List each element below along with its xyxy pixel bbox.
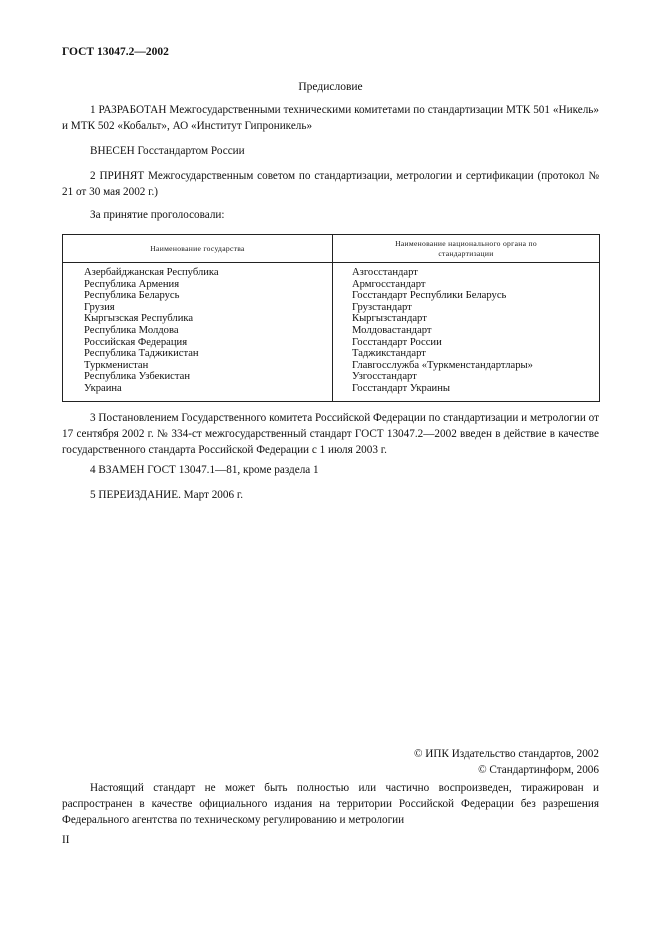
table-cell-state: Республика Молдова [84, 324, 179, 336]
table-cell-state: Российская Федерация [84, 336, 188, 348]
document-header: ГОСТ 13047.2—2002 [62, 46, 169, 58]
table-cell-body: Армгосстандарт [352, 278, 426, 290]
table-cell-body: Госстандарт Республики Беларусь [352, 290, 507, 302]
table-header-national-body-text: Наименование национального органа по стандартизации [395, 238, 537, 258]
table-cell-body: Таджикстандарт [352, 348, 426, 360]
table-cell-state: Украина [84, 382, 122, 394]
table-cell-body: Грузстандарт [352, 301, 412, 313]
paragraph-voted: За принятие проголосовали: [90, 209, 225, 221]
reproduction-notice: Настоящий стандарт не может быть полностью или частично воспроизведен, тиражирован и распространен в качестве официального издания на территории Российской Федерации без разрешения Федерального агентства по техническому регулированию и метрологии [62, 782, 599, 826]
table-cell-state: Республика Таджикистан [84, 348, 199, 360]
table-header-state: Наименование государства [150, 243, 245, 253]
paragraph-2-adopted: 2 ПРИНЯТ Межгосударственным советом по стандартизации, метрологии и сертификации (протокол № 21 от 30 мая 2002 г.) [62, 170, 599, 198]
table-cell-state: Грузия [84, 301, 115, 313]
copyright-publisher: © ИПК Издательство стандартов, 2002 [413, 748, 599, 760]
voting-table [62, 234, 600, 402]
copyright-standartinform: © Стандартинформ, 2006 [478, 764, 599, 776]
table-cell-state: Туркменистан [84, 359, 149, 371]
table-cell-state: Республика Беларусь [84, 290, 180, 302]
paragraph-5-reissue: 5 ПЕРЕИЗДАНИЕ. Март 2006 г. [90, 489, 243, 501]
table-column-bodies [352, 267, 533, 395]
paragraph-1-developed: 1 РАЗРАБОТАН Межгосударственными техническими комитетами по стандартизации МТК 501 «Никель» и МТК 502 «Кобальт», АО «Институт Гипроникель» [62, 104, 599, 132]
table-cell-body: Узгосстандарт [352, 371, 417, 383]
table-cell-body: Главгосслужба «Туркменстандартлары» [352, 359, 533, 371]
paragraph-introduced: ВНЕСЕН Госстандартом России [90, 145, 245, 157]
table-cell-body: Госстандарт Украины [352, 382, 450, 394]
table-cell-body: Госстандарт России [352, 336, 442, 348]
table-cell-body: Кыргызстандарт [352, 313, 427, 325]
page-number: II [62, 834, 70, 846]
table-cell-state: Республика Узбекистан [84, 371, 191, 383]
preface-title: Предисловие [298, 81, 363, 93]
paragraph-4-replaces: 4 ВЗАМЕН ГОСТ 13047.1—81, кроме раздела 1 [90, 464, 319, 476]
table-cell-state: Кыргызская Республика [84, 313, 194, 325]
table-header-national-body [333, 235, 599, 262]
table-cell-body: Азгосстандарт [352, 267, 418, 278]
table-cell-body: Молдовастандарт [352, 324, 432, 336]
table-header-divider [63, 262, 599, 263]
table-cell-state: Азербайджанская Республика [84, 267, 219, 278]
table-cell-state: Республика Армения [84, 278, 180, 290]
paragraph-3-enacted: 3 Постановлением Государственного комитета Российской Федерации по стандартизации и метрологии от 17 сентября 2002 г. № 334-ст межгосударственный стандарт ГОСТ 13047.2—2002 введен в действие в качестве государственного стандарта Российской Федерации с 1 июля 2003 г. [62, 412, 599, 456]
table-column-states [84, 267, 219, 395]
